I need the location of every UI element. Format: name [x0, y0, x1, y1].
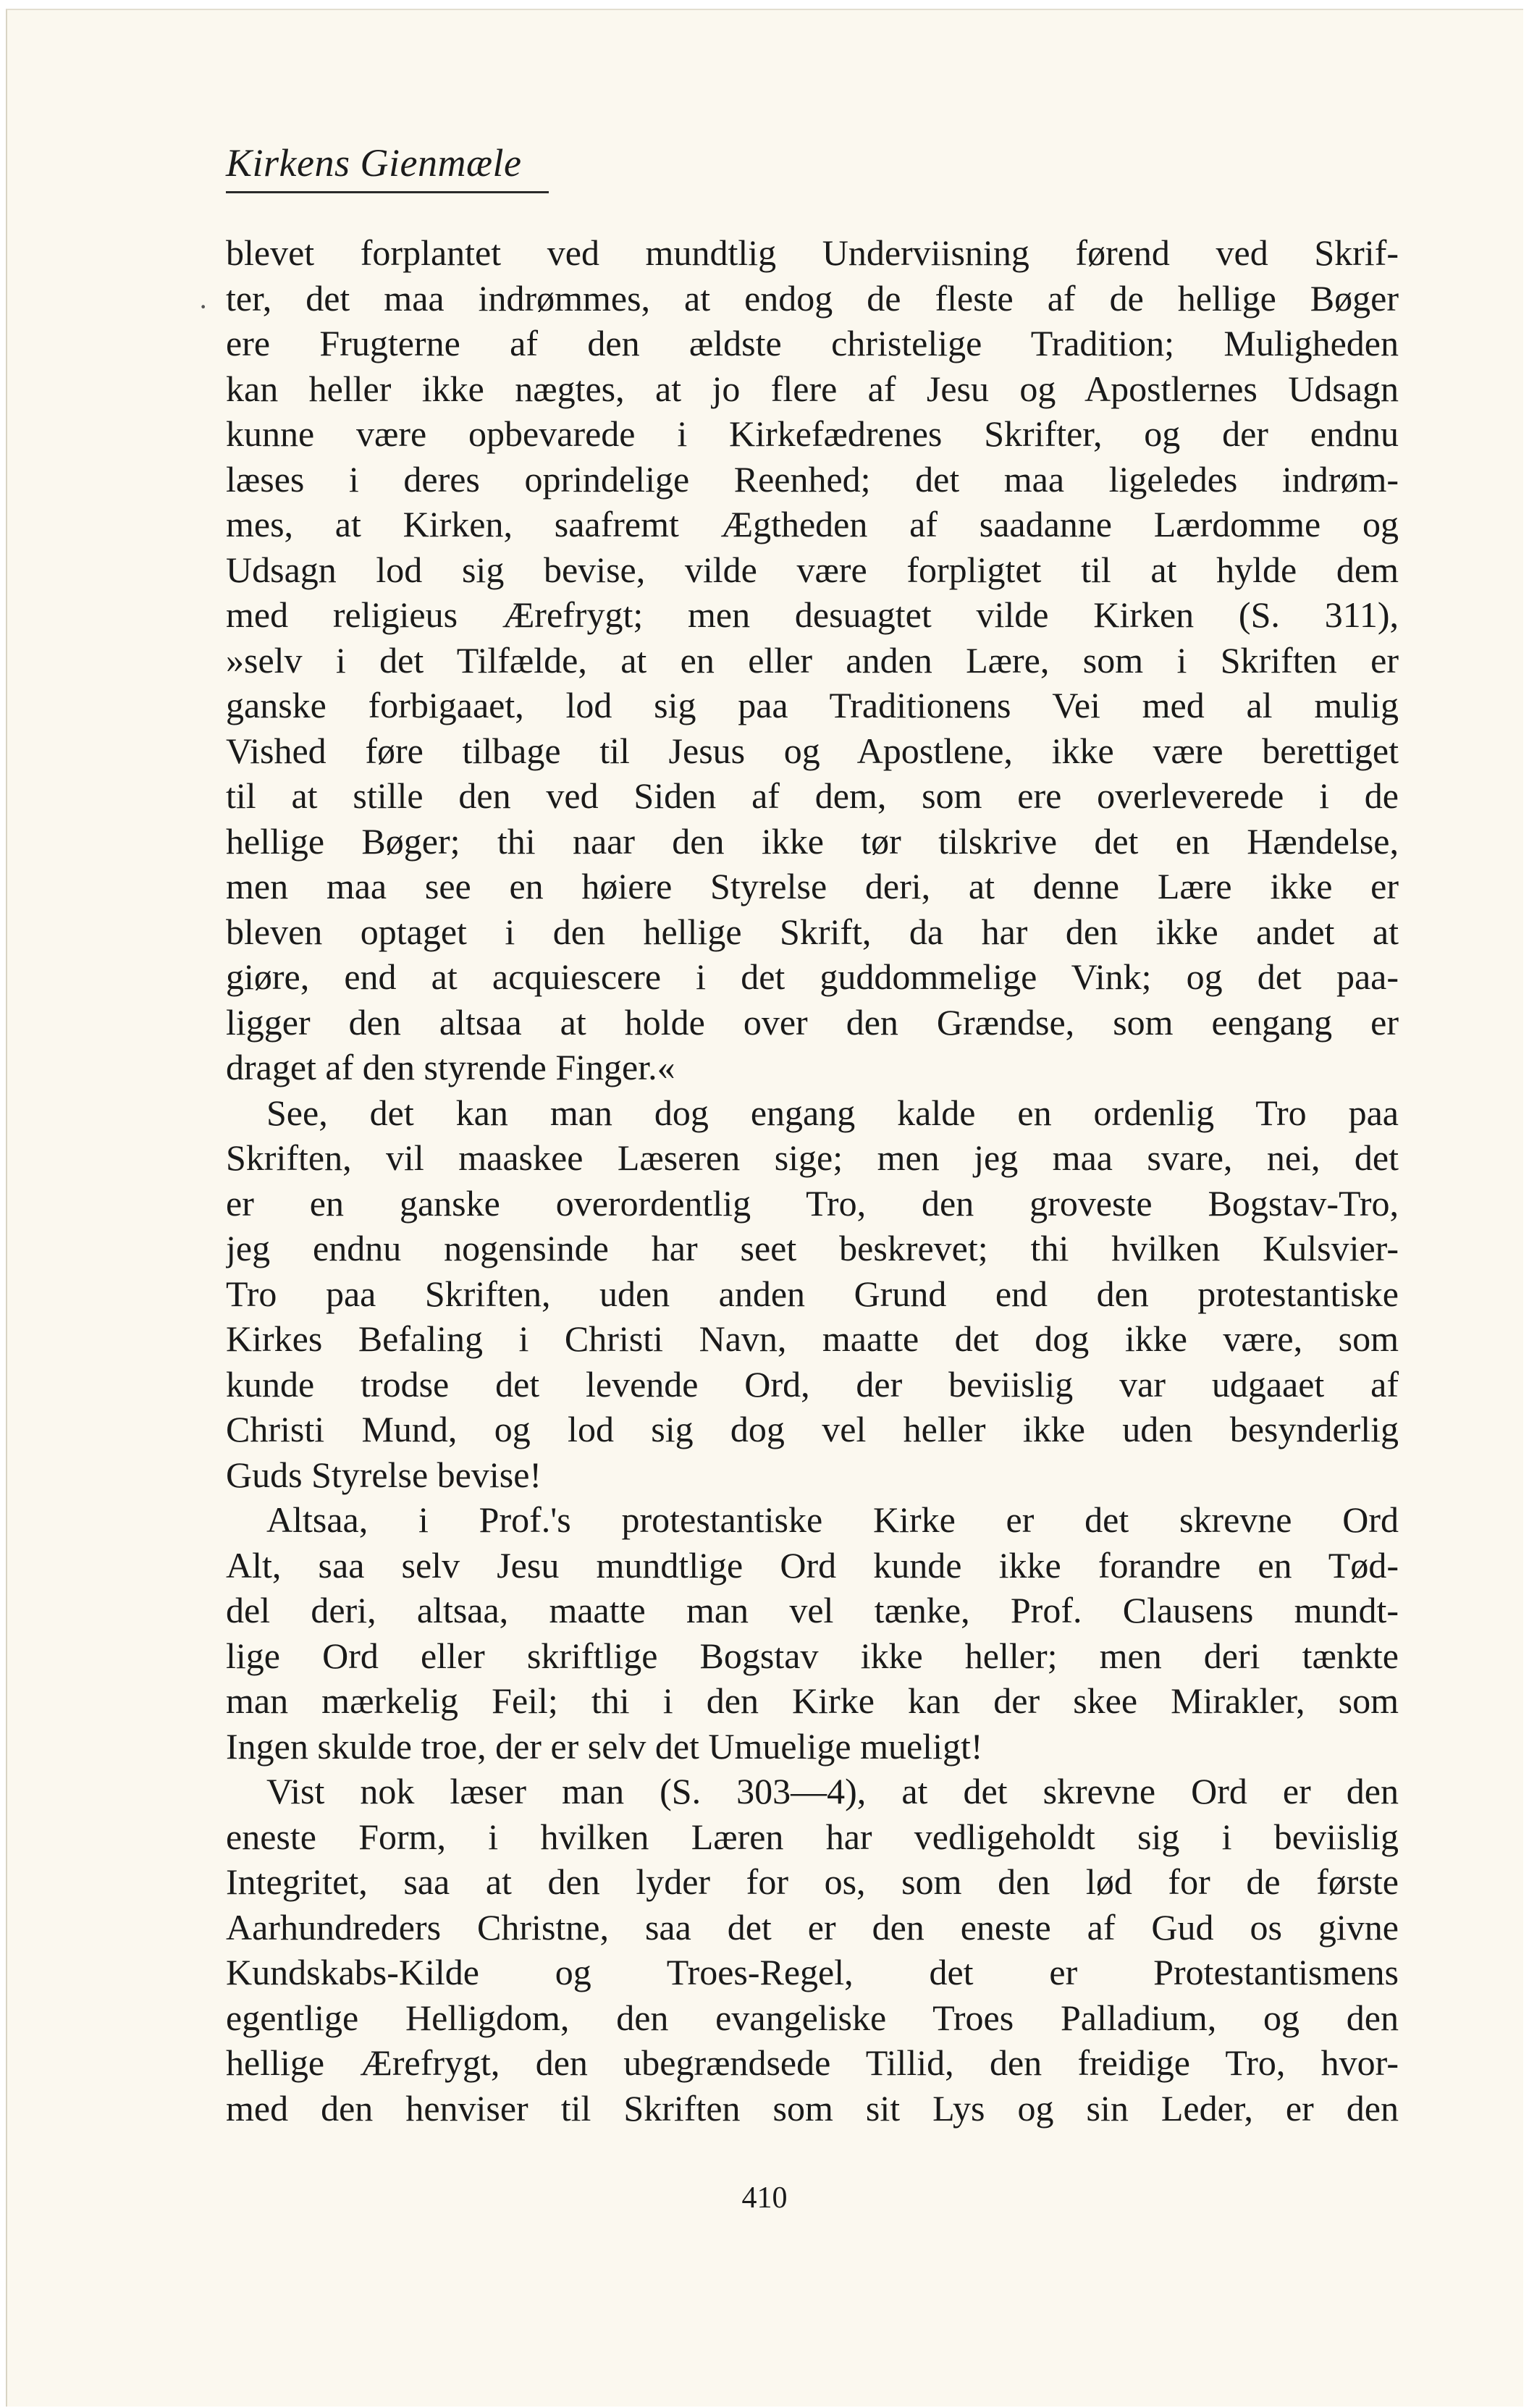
text-line: ere Frugterne af den ældste christelige Tradition; Muligheden — [226, 323, 1399, 363]
text-line: læses i deres oprindelige Reenhed; det maa ligeledes indrøm- — [226, 458, 1399, 500]
text-line: til at stille den ved Siden af dem, som ere overleverede i de — [226, 775, 1399, 816]
text-line: ter, det maa indrømmes, at endog de fleste af de hellige Bøger — [226, 277, 1399, 319]
text-line: del deri, altsaa, maatte man vel tænke, Prof. Clausens mundt- — [226, 1590, 1399, 1630]
text-line: lige Ord eller skriftlige Bogstav ikke heller; men deri tænkte — [226, 1635, 1399, 1676]
text-line: Vished føre tilbage til Jesus og Apostlene, ikke være berettiget — [226, 730, 1399, 771]
text-line: Altsaa, i Prof.'s protestantiske Kirke er det skrevne Ord — [266, 1499, 1399, 1540]
text-line: Alt, saa selv Jesu mundtlige Ord kunde ikke forandre en Tød- — [226, 1544, 1399, 1586]
text-line: mes, at Kirken, saafremt Ægtheden af saadanne Lærdomme og — [226, 504, 1399, 544]
text-line: Udsagn lod sig bevise, vilde være forpligtet til at hylde dem — [226, 549, 1399, 590]
text-line: Ingen skulde troe, der er selv det Umuelige mueligt! — [226, 1725, 983, 1767]
text-line: giøre, end at acquiescere i det guddommelige Vink; og det paa- — [226, 956, 1399, 997]
text-line: jeg endnu nogensinde har seet beskrevet; thi hvilken Kulsvier- — [226, 1228, 1399, 1268]
margin-mark: · — [198, 290, 208, 323]
text-line: »selv i det Tilfælde, at en eller anden Lære, som i Skriften er — [226, 639, 1399, 681]
text-line: egentlige Helligdom, den evangeliske Troes Palladium, og den — [226, 1997, 1399, 2038]
text-line: med den henviser til Skriften som sit Lys og sin Leder, er den — [226, 2087, 1399, 2129]
text-line: ganske forbigaaet, lod sig paa Traditionens Vei med al mulig — [226, 685, 1399, 725]
page-number: 410 — [741, 2181, 788, 2215]
text-line: eneste Form, i hvilken Læren har vedligeholdt sig i beviislig — [226, 1816, 1399, 1857]
text-line: ligger den altsaa at holde over den Grændse, som eengang er — [226, 1001, 1399, 1043]
header-rule — [226, 191, 549, 193]
text-line: Vist nok læser man (S. 303—4), at det skrevne Ord er den — [266, 1771, 1399, 1811]
text-line: See, det kan man dog engang kalde en ordenlig Tro paa — [266, 1092, 1399, 1133]
text-line: Christi Mund, og lod sig dog vel heller ikke uden besynderlig — [226, 1409, 1399, 1449]
text-line: kunne være opbevarede i Kirkefædrenes Skrifter, og der endnu — [226, 413, 1399, 454]
text-line: er en ganske overordentlig Tro, den groveste Bogstav-Tro, — [226, 1182, 1399, 1224]
text-line: Integritet, saa at den lyder for os, som den lød for de første — [226, 1861, 1399, 1902]
text-line: hellige Bøger; thi naar den ikke tør tilskrive det en Hændelse, — [226, 820, 1399, 862]
text-line: Skriften, vil maaskee Læseren sige; men jeg maa svare, nei, det — [226, 1137, 1399, 1178]
text-line: med religieus Ærefrygt; men desuagtet vilde Kirken (S. 311), — [226, 594, 1399, 635]
text-line: bleven optaget i den hellige Skrift, da har den ikke andet at — [226, 911, 1399, 952]
text-line: Tro paa Skriften, uden anden Grund end den protestantiske — [226, 1273, 1399, 1314]
text-line: Aarhundreders Christne, saa det er den eneste af Gud os givne — [226, 1906, 1399, 1948]
text-line: man mærkelig Feil; thi i den Kirke kan der skee Mirakler, som — [226, 1680, 1399, 1721]
text-line: kan heller ikke nægtes, at jo flere af Jesu og Apostlernes Udsagn — [226, 368, 1399, 409]
text-line: draget af den styrende Finger.« — [226, 1047, 675, 1087]
text-line: blevet forplantet ved mundtlig Underviisning førend ved Skrif- — [226, 232, 1399, 273]
text-line: men maa see en høiere Styrelse deri, at denne Lære ikke er — [226, 866, 1399, 906]
text-line: Kundskabs-Kilde og Troes-Regel, det er Protestantismens — [226, 1952, 1399, 1992]
text-line: Guds Styrelse bevise! — [226, 1454, 542, 1495]
text-line: kunde trodse det levende Ord, der beviislig var udgaaet af — [226, 1363, 1399, 1405]
text-line: Kirkes Befaling i Christi Navn, maatte det dog ikke være, som — [226, 1318, 1399, 1359]
body-text — [226, 230, 1399, 2131]
running-header: Kirkens Gienmæle — [226, 141, 522, 185]
text-line: hellige Ærefrygt, den ubegrændsede Tillid, den freidige Tro, hvor- — [226, 2042, 1399, 2083]
